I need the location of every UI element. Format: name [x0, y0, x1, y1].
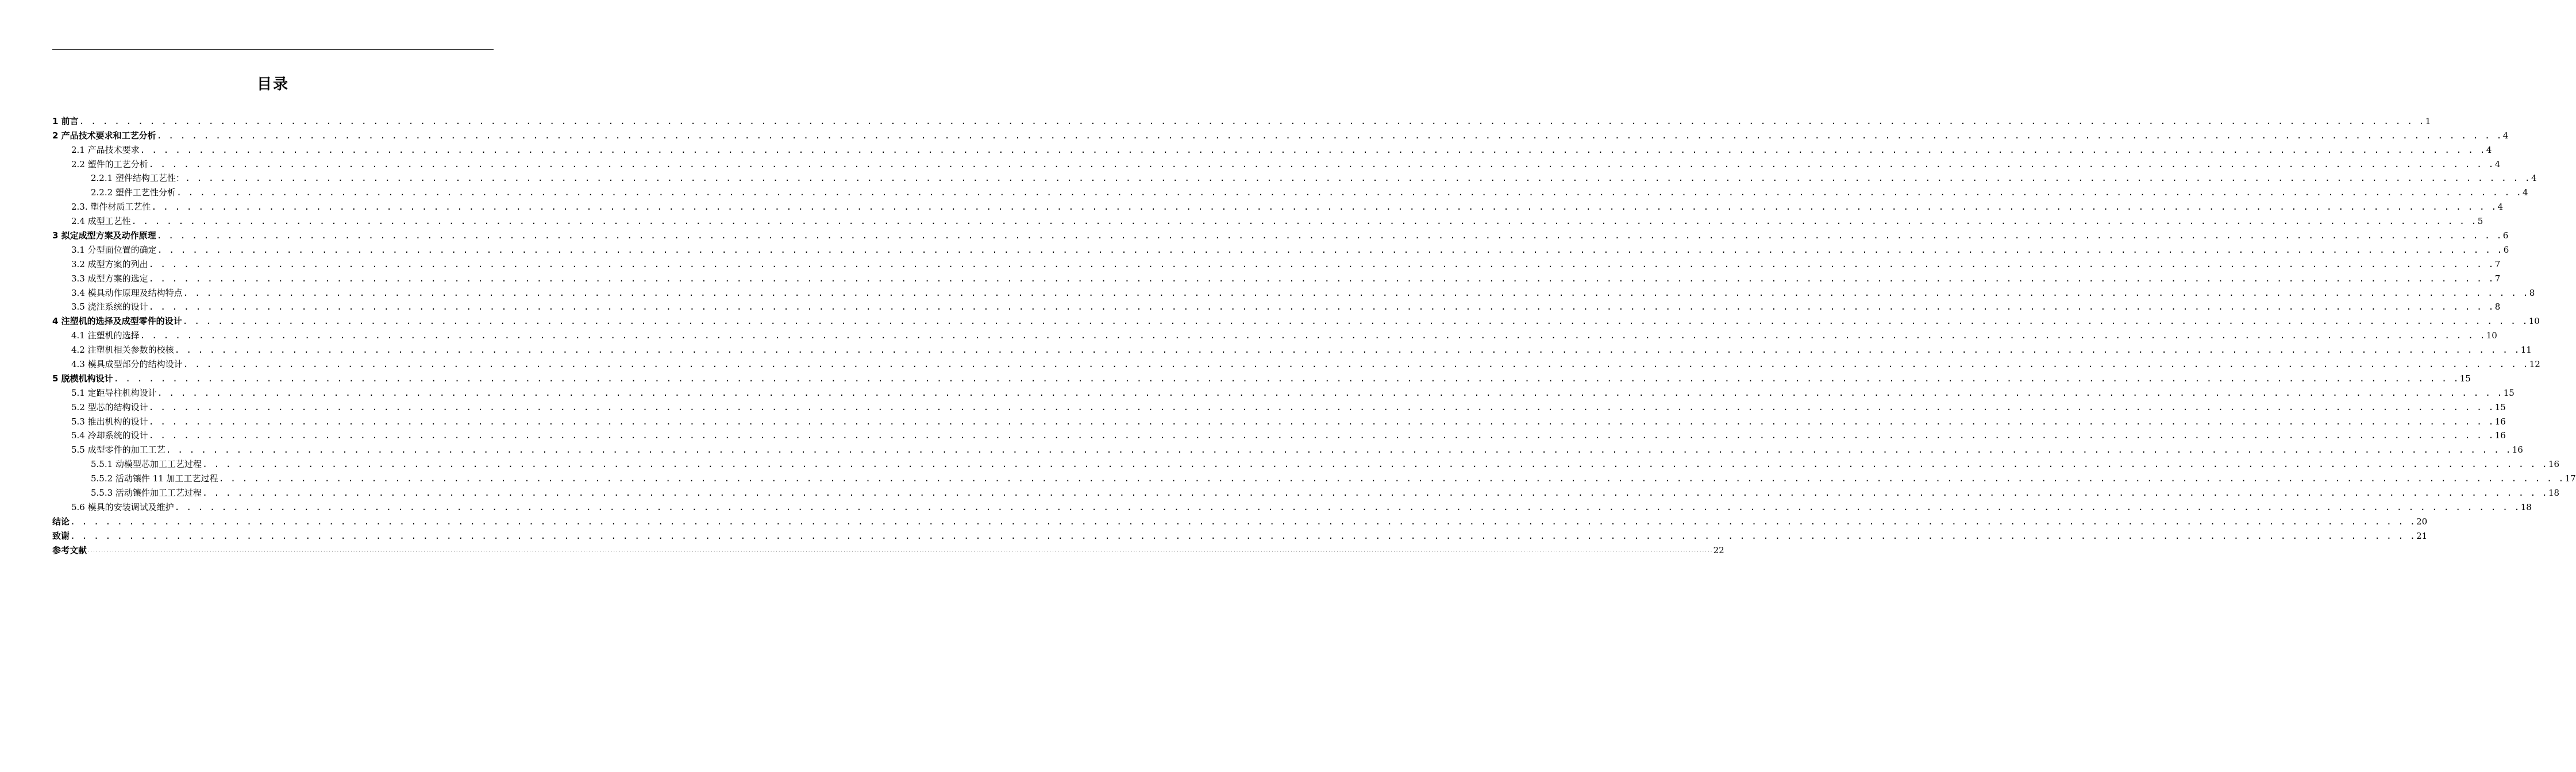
toc-entry-page: 15	[2459, 373, 2471, 384]
toc-entry-page: 16	[2548, 459, 2560, 470]
toc-entry-label: 3 拟定成型方案及动作原理	[52, 230, 156, 241]
toc-entry-label: 3.2 成型方案的列出	[71, 258, 148, 269]
toc-entry-label: 5.5.3 活动镶件加工工艺过程	[91, 488, 202, 499]
toc-entry-label: 2 产品技术要求和工艺分析	[52, 130, 156, 141]
dot-leader: . . . . . . . . . . . . . . . . . . . . . . . . . . . . . . . . . . . . . . . . . . . . . . . . . . . . . . . . . . . . . . . . . . . . . . . . . . . . . . . . . . . . . . . . . . . . . . . . . . . . . . . . . . . . . . . . . . . . . . . . . . . . . . . . . . . . . . . . . . . . . . . . . . . . . . . . . . . . . . . . . . . . . . . . . . . . . . . . . . . . . . . . . . . . . . . . . . . . . . . .	[202, 459, 2548, 470]
toc-entry[interactable]	[52, 270, 2501, 284]
toc-entry-page: 17	[2565, 473, 2576, 484]
toc-entry[interactable]	[52, 284, 2535, 299]
toc-entry-page: 4	[2497, 202, 2504, 213]
toc-entry[interactable]	[52, 227, 2509, 241]
dot-leader: . . . . . . . . . . . . . . . . . . . . . . . . . . . . . . . . . . . . . . . . . . . . . . . . . . . . . . . . . . . . . . . . . . . . . . . . . . . . . . . . . . . . . . . . . . . . . . . . . . . . . . . . . . . . . . . . . . . . . . . . . . . . . . . . . . . . . . . . . . . . . . . . . . . . . . . . . . . . . . . . . . . . . . . . . . . . . . . . . . . . . . . . . . . . . . . . . . . . . . . .	[183, 287, 2529, 298]
toc-entry-page: 18	[2520, 501, 2532, 512]
toc-entry-page: 16	[2494, 416, 2506, 427]
toc-entry-page: 4	[2531, 173, 2537, 184]
toc-entry-page: 7	[2494, 273, 2501, 284]
toc-entry[interactable]	[52, 113, 2431, 127]
toc-entry[interactable]	[52, 127, 2509, 141]
toc-entry-label: 3.5 浇注系统的设计	[71, 302, 148, 312]
toc-entry[interactable]	[52, 213, 2483, 227]
dot-leader: . . . . . . . . . . . . . . . . . . . . . . . . . . . . . . . . . . . . . . . . . . . . . . . . . . . . . . . . . . . . . . . . . . . . . . . . . . . . . . . . . . . . . . . . . . . . . . . . . . . . . . . . . . . . . . . . . . . . . . . . . . . . . . . . . . . . . . . . . . . . . . . . . . . . . . . . . . . . . . . . . . . . . . . . . . . . . . . . . . . . . . . . . . . . . . . . . . . . . . . .	[140, 144, 2486, 155]
dot-leader: . . . . . . . . . . . . . . . . . . . . . . . . . . . . . . . . . . . . . . . . . . . . . . . . . . . . . . . . . . . . . . . . . . . . . . . . . . . . . . . . . . . . . . . . . . . . . . . . . . . . . . . . . . . . . . . . . . . . . . . . . . . . . . . . . . . . . . . . . . . . . . . . . . . . . . . . . . . . . . . . . . . . . . . . . . . . . . . . . . . . . . . . . . . . . . . . . . . . . . . .	[174, 501, 2520, 512]
toc-entry[interactable]	[52, 513, 2428, 527]
page-title: 目录	[256, 76, 289, 93]
dot-leader: . . . . . . . . . . . . . . . . . . . . . . . . . . . . . . . . . . . . . . . . . . . . . . . . . . . . . . . . . . . . . . . . . . . . . . . . . . . . . . . . . . . . . . . . . . . . . . . . . . . . . . . . . . . . . . . . . . . . . . . . . . . . . . . . . . . . . . . . . . . . . . . . . . . . . . . . . . . . . . . . . . . . . . . . . . . . . . . . . . . . . . . . . . . . . . . . . . . . . . . .	[156, 230, 2502, 241]
toc-entry-page: 16	[2494, 430, 2506, 441]
toc-entry-label: 5.6 模具的安装调试及维护	[71, 501, 174, 512]
toc-entry-page: 12	[2529, 359, 2540, 370]
dot-leader: . . . . . . . . . . . . . . . . . . . . . . . . . . . . . . . . . . . . . . . . . . . . . . . . . . . . . . . . . . . . . . . . . . . . . . . . . . . . . . . . . . . . . . . . . . . . . . . . . . . . . . . . . . . . . . . . . . . . . . . . . . . . . . . . . . . . . . . . . . . . . . . . . . . . . . . . . . . . . . . . . . . . . . . . . . . . . . . . . . . . . . . . . . . . . . . . . . . . . . . .	[148, 159, 2494, 169]
toc-entry-label: 2.3. 塑件材质工艺性	[71, 202, 151, 213]
dot-leader: . . . . . . . . . . . . . . . . . . . . . . . . . . . . . . . . . . . . . . . . . . . . . . . . . . . . . . . . . . . . . . . . . . . . . . . . . . . . . . . . . . . . . . . . . . . . . . . . . . . . . . . . . . . . . . . . . . . . . . . . . . . . . . . . . . . . . . . . . . . . . . . . . . . . . . . . . . . . . . . . . . . . . . . . . . . . . . . . . . . . . . . . . . . . . . . . . . . . . . . .	[148, 302, 2494, 312]
toc-entry-page: 15	[2494, 402, 2506, 412]
dot-leader: . . . . . . . . . . . . . . . . . . . . . . . . . . . . . . . . . . . . . . . . . . . . . . . . . . . . . . . . . . . . . . . . . . . . . . . . . . . . . . . . . . . . . . . . . . . . . . . . . . . . . . . . . . . . . . . . . . . . . . . . . . . . . . . . . . . . . . . . . . . . . . . . . . . . . . . . . . . . . . . . . . . . . . . . . . . . . . . . . . . . . . . . . . . . . . . . . . . . . . . .	[131, 216, 2477, 227]
toc-entry-page: 5	[2477, 216, 2483, 227]
toc-entry[interactable]	[52, 413, 2506, 427]
dot-leader: . . . . . . . . . . . . . . . . . . . . . . . . . . . . . . . . . . . . . . . . . . . . . . . . . . . . . . . . . . . . . . . . . . . . . . . . . . . . . . . . . . . . . . . . . . . . . . . . . . . . . . . . . . . . . . . . . . . . . . . . . . . . . . . . . . . . . . . . . . . . . . . . . . . . . . . . . . . . . . . . . . . . . . . . . . . . . . . . . . . . . . . . . . . . . . . . . . . . . . . .	[148, 430, 2494, 441]
toc-entry[interactable]	[52, 141, 2492, 156]
toc-entry-label: 5.5.1 动模型芯加工工艺过程	[91, 459, 202, 470]
toc-entry[interactable]	[52, 499, 2532, 513]
toc-entry-label: 致谢	[52, 530, 70, 541]
toc-entry[interactable]	[52, 356, 2540, 370]
toc-entry-label: 5.4 冷却系统的设计	[71, 430, 148, 441]
toc-entry-label: 2.4 成型工艺性	[71, 216, 131, 227]
dot-leader: . . . . . . . . . . . . . . . . . . . . . . . . . . . . . . . . . . . . . . . . . . . . . . . . . . . . . . . . . . . . . . . . . . . . . . . . . . . . . . . . . . . . . . . . . . . . . . . . . . . . . . . . . . . . . . . . . . . . . . . . . . . . . . . . . . . . . . . . . . . . . . . . . . . . . . . . . . . . . . . . . . . . . . . . . . . . . . . . . . . . . . . . . . . . . . . . . . . . . . . .	[148, 402, 2494, 412]
toc-entry-label: 5.1 定距导柱机构设计	[71, 387, 157, 398]
toc-entry-label: 参考文献	[52, 545, 87, 555]
dot-leader: . . . . . . . . . . . . . . . . . . . . . . . . . . . . . . . . . . . . . . . . . . . . . . . . . . . . . . . . . . . . . . . . . . . . . . . . . . . . . . . . . . . . . . . . . . . . . . . . . . . . . . . . . . . . . . . . . . . . . . . . . . . . . . . . . . . . . . . . . . . . . . . . . . . . . . . . . . . . . . . . . . . . . . . . . . . . . . . . . . . . . . . . . . . . . . . . . . . . . . . .	[148, 416, 2494, 427]
toc-entry-page: 7	[2494, 258, 2501, 269]
toc-entry[interactable]	[52, 241, 2509, 256]
dot-leader: . . . . . . . . . . . . . . . . . . . . . . . . . . . . . . . . . . . . . . . . . . . . . . . . . . . . . . . . . . . . . . . . . . . . . . . . . . . . . . . . . . . . . . . . . . . . . . . . . . . . . . . . . . . . . . . . . . . . . . . . . . . . . . . . . . . . . . . . . . . . . . . . . . . . . . . . . . . . . . . . . . . . . . . . . . . . . . . . . . . . . . . . . . . . . . . . . . . . . . . .	[174, 345, 2520, 356]
toc-entry-label: 5.3 推出机构的设计	[71, 416, 148, 427]
toc-entry[interactable]	[52, 299, 2501, 313]
toc-entry[interactable]	[52, 256, 2501, 270]
toc-entry-label: 结论	[52, 516, 70, 527]
dot-leader: . . . . . . . . . . . . . . . . . . . . . . . . . . . . . . . . . . . . . . . . . . . . . . . . . . . . . . . . . . . . . . . . . . . . . . . . . . . . . . . . . . . . . . . . . . . . . . . . . . . . . . . . . . . . . . . . . . . . . . . . . . . . . . . . . . . . . . . . . . . . . . . . . . . . . . . . . . . . . . . . . . . . . . . . . . . . . . . . . . . . . . . . . . . . . . . . . . . . . . . .	[176, 187, 2523, 198]
toc-entry-label: 3.4 模具动作原理及结构特点	[71, 287, 183, 298]
toc-entry-label: 2.2 塑件的工艺分析	[71, 159, 148, 169]
toc-entry-label: 3.1 分型面位置的确定	[71, 244, 157, 255]
toc-entry-page: 8	[2494, 302, 2501, 312]
toc-entry-page: 11	[2520, 345, 2532, 356]
dot-leader: . . . . . . . . . . . . . . . . . . . . . . . . . . . . . . . . . . . . . . . . . . . . . . . . . . . . . . . . . . . . . . . . . . . . . . . . . . . . . . . . . . . . . . . . . . . . . . . . . . . . . . . . . . . . . . . . . . . . . . . . . . . . . . . . . . . . . . . . . . . . . . . . . . . . . . . . . . . . . . . . . . . . . . . . . . . . . . . . . . . . . . . . . . . . . . . . . . . . . . . .	[140, 330, 2486, 341]
toc-entry-label: 2.2.1 塑件结构工艺性：	[91, 173, 184, 184]
header-rule	[52, 49, 494, 50]
toc-entry-label: 5.2 型芯的结构设计	[71, 402, 148, 412]
toc-entry-page: 1	[2425, 115, 2431, 126]
toc-entry[interactable]	[52, 156, 2501, 170]
dot-leader: . . . . . . . . . . . . . . . . . . . . . . . . . . . . . . . . . . . . . . . . . . . . . . . . . . . . . . . . . . . . . . . . . . . . . . . . . . . . . . . . . . . . . . . . . . . . . . . . . . . . . . . . . . . . . . . . . . . . . . . . . . . . . . . . . . . . . . . . . . . . . . . . . . . . . . . . . . . . . . . . . . . . . . . . . . . . . . . . . . . . . . . . . . . . . . . . . . . . . . . .	[70, 516, 2416, 527]
dot-leader: . . . . . . . . . . . . . . . . . . . . . . . . . . . . . . . . . . . . . . . . . . . . . . . . . . . . . . . . . . . . . . . . . . . . . . . . . . . . . . . . . . . . . . . . . . . . . . . . . . . . . . . . . . . . . . . . . . . . . . . . . . . . . . . . . . . . . . . . . . . . . . . . . . . . . . . . . . . . . . . . . . . . . . . . . . . . . . . . . . . . . . . . . . . . . . . . . . . . . . . .	[148, 258, 2494, 269]
toc-entry-page: 8	[2529, 287, 2535, 298]
toc-entry[interactable]	[52, 341, 2532, 356]
dot-leader: . . . . . . . . . . . . . . . . . . . . . . . . . . . . . . . . . . . . . . . . . . . . . . . . . . . . . . . . . . . . . . . . . . . . . . . . . . . . . . . . . . . . . . . . . . . . . . . . . . . . . . . . . . . . . . . . . . . . . . . . . . . . . . . . . . . . . . . . . . . . . . . . . . . . . . . . . . . . . . . . . . . . . . . . . . . . . . . . . . . . . . . . . . . . . . . . . . . . . . . .	[70, 530, 2416, 541]
toc-entry-page: 21	[2416, 530, 2428, 541]
dot-leader: . . . . . . . . . . . . . . . . . . . . . . . . . . . . . . . . . . . . . . . . . . . . . . . . . . . . . . . . . . . . . . . . . . . . . . . . . . . . . . . . . . . . . . . . . . . . . . . . . . . . . . . . . . . . . . . . . . . . . . . . . . . . . . . . . . . . . . . . . . . . . . . . . . . . . . . . . . . . . . . . . . . . . . . . . . . . . . . . . . . . . . . . . . . . . . . . . . . . . . . .	[151, 202, 2497, 213]
toc-entry-page: 6	[2502, 230, 2509, 241]
dot-leader: . . . . . . . . . . . . . . . . . . . . . . . . . . . . . . . . . . . . . . . . . . . . . . . . . . . . . . . . . . . . . . . . . . . . . . . . . . . . . . . . . . . . . . . . . . . . . . . . . . . . . . . . . . . . . . . . . . . . . . . . . . . . . . . . . . . . . . . . . . . . . . . . . . . . . . . . . . . . . . . . . . . . . . . . . . . . . . . . . . . . . . . . . . . . . . . . . . . . . . . .	[218, 473, 2565, 484]
toc-entry-page: 18	[2548, 488, 2560, 499]
toc-entry[interactable]	[52, 170, 2537, 184]
dot-leader: . . . . . . . . . . . . . . . . . . . . . . . . . . . . . . . . . . . . . . . . . . . . . . . . . . . . . . . . . . . . . . . . . . . . . . . . . . . . . . . . . . . . . . . . . . . . . . . . . . . . . . . . . . . . . . . . . . . . . . . . . . . . . . . . . . . . . . . . . . . . . . . . . . . . . . . . . . . . . . . . . . . . . . . . . . . . . . . . . . . . . . . . . . . . . . . . . . . . . . . .	[183, 359, 2529, 370]
toc-entry-page: 10	[2528, 316, 2540, 327]
toc-entry-label: 3.3 成型方案的选定	[71, 273, 148, 284]
dot-leader: . . . . . . . . . . . . . . . . . . . . . . . . . . . . . . . . . . . . . . . . . . . . . . . . . . . . . . . . . . . . . . . . . . . . . . . . . . . . . . . . . . . . . . . . . . . . . . . . . . . . . . . . . . . . . . . . . . . . . . . . . . . . . . . . . . . . . . . . . . . . . . . . . . . . . . . . . . . . . . . . . . . . . . . . . . . . . . . . . . . . . . . . . . . . . . . . . . . . . . . .	[148, 273, 2494, 284]
toc-entry[interactable]	[52, 427, 2506, 442]
toc-entry[interactable]	[52, 312, 2540, 327]
toc-entry[interactable]	[52, 384, 2515, 399]
toc-entry-page: 6	[2503, 244, 2509, 255]
toc-entry-label: 4 注塑机的选择及成型零件的设计	[52, 316, 182, 327]
dot-leader: . . . . . . . . . . . . . . . . . . . . . . . . . . . . . . . . . . . . . . . . . . . . . . . . . . . . . . . . . . . . . . . . . . . . . . . . . . . . . . . . . . . . . . . . . . . . . . . . . . . . . . . . . . . . . . . . . . . . . . . . . . . . . . . . . . . . . . . . . . . . . . . . . . . . . . . . . . . . . . . . . . . . . . . . . . . . . . . . . . . . . . . . . . . . . . . . . . . . . . . .	[113, 373, 2459, 384]
dot-leader: . . . . . . . . . . . . . . . . . . . . . . . . . . . . . . . . . . . . . . . . . . . . . . . . . . . . . . . . . . . . . . . . . . . . . . . . . . . . . . . . . . . . . . . . . . . . . . . . . . . . . . . . . . . . . . . . . . . . . . . . . . . . . . . . . . . . . . . . . . . . . . . . . . . . . . . . . . . . . . . . . . . . . . . . . . . . . . . . . . . . . . . . . . . . . . . . . . . . . . . .	[157, 244, 2503, 255]
toc-entry-label: 2.1 产品技术要求	[71, 144, 140, 155]
toc-entry[interactable]	[52, 370, 2471, 384]
dot-leader: . . . . . . . . . . . . . . . . . . . . . . . . . . . . . . . . . . . . . . . . . . . . . . . . . . . . . . . . . . . . . . . . . . . . . . . . . . . . . . . . . . . . . . . . . . . . . . . . . . . . . . . . . . . . . . . . . . . . . . . . . . . . . . . . . . . . . . . . . . . . . . . . . . . . . . . . . . . . . . . . . . . . . . . . . . . . . . . . . . . . . . . . . . . . . . . . . . . . . . . .	[184, 173, 2531, 184]
toc-entry[interactable]	[52, 198, 2504, 213]
toc-entry-label: 4.3 模具成型部分的结构设计	[71, 359, 183, 370]
toc-entry-label: 4.1 注塑机的选择	[71, 330, 140, 341]
toc-entry[interactable]	[52, 441, 2523, 456]
toc-entry[interactable]	[52, 484, 2560, 499]
toc-entry-label: 5.5.2 活动镶件 11 加工工艺过程	[91, 473, 218, 484]
toc-entry-page: 22	[1713, 545, 1724, 555]
toc-entry-label: 2.2.2 塑件工艺性分析	[91, 187, 176, 198]
dot-leader: . . . . . . . . . . . . . . . . . . . . . . . . . . . . . . . . . . . . . . . . . . . . . . . . . . . . . . . . . . . . . . . . . . . . . . . . . . . . . . . . . . . . . . . . . . . . . . . . . . . . . . . . . . . . . . . . . . . . . . . . . . . . . . . . . . . . . . . . . . . . . . . . . . . . . . . . . . . . . . . . . . . . . . . . . . . . . . . . . . . . . . . . . . . . . . . . . . . . . . . .	[165, 445, 2512, 456]
toc-entry-page: 20	[2416, 516, 2428, 527]
toc-entry[interactable]	[52, 327, 2497, 341]
toc-entry[interactable]	[52, 542, 1724, 556]
toc-entry-page: 4	[2494, 159, 2501, 169]
toc-entry[interactable]	[52, 470, 2576, 484]
toc-entry[interactable]	[52, 456, 2560, 470]
toc-entry-label: 4.2 注塑机相关参数的校核	[71, 345, 174, 356]
table-of-contents	[52, 113, 2576, 556]
dot-leader: ........................................................................................................................................................................................................................................................................................................................................................................................................................................................................................................................................................................................................................	[87, 547, 1713, 553]
toc-entry[interactable]	[52, 184, 2528, 198]
toc-entry-page: 16	[2512, 445, 2523, 456]
dot-leader: . . . . . . . . . . . . . . . . . . . . . . . . . . . . . . . . . . . . . . . . . . . . . . . . . . . . . . . . . . . . . . . . . . . . . . . . . . . . . . . . . . . . . . . . . . . . . . . . . . . . . . . . . . . . . . . . . . . . . . . . . . . . . . . . . . . . . . . . . . . . . . . . . . . . . . . . . . . . . . . . . . . . . . . . . . . . . . . . . . . . . . . . . . . . . . . . . . . . . . . .	[182, 316, 2528, 327]
toc-entry[interactable]	[52, 527, 2428, 542]
toc-entry-page: 10	[2486, 330, 2497, 341]
dot-leader: . . . . . . . . . . . . . . . . . . . . . . . . . . . . . . . . . . . . . . . . . . . . . . . . . . . . . . . . . . . . . . . . . . . . . . . . . . . . . . . . . . . . . . . . . . . . . . . . . . . . . . . . . . . . . . . . . . . . . . . . . . . . . . . . . . . . . . . . . . . . . . . . . . . . . . . . . . . . . . . . . . . . . . . . . . . . . . . . . . . . . . . . . . . . . . . . . . . . . . . .	[156, 130, 2502, 141]
toc-entry-label: 1 前言	[52, 115, 79, 126]
toc-entry-page: 4	[2502, 130, 2509, 141]
toc-entry-page: 4	[2486, 144, 2492, 155]
toc-entry-label: 5.5 成型零件的加工工艺	[71, 445, 165, 456]
toc-entry-page: 4	[2523, 187, 2528, 198]
dot-leader: . . . . . . . . . . . . . . . . . . . . . . . . . . . . . . . . . . . . . . . . . . . . . . . . . . . . . . . . . . . . . . . . . . . . . . . . . . . . . . . . . . . . . . . . . . . . . . . . . . . . . . . . . . . . . . . . . . . . . . . . . . . . . . . . . . . . . . . . . . . . . . . . . . . . . . . . . . . . . . . . . . . . . . . . . . . . . . . . . . . . . . . . . . . . . . . . . . . . . . . .	[202, 488, 2548, 499]
dot-leader: . . . . . . . . . . . . . . . . . . . . . . . . . . . . . . . . . . . . . . . . . . . . . . . . . . . . . . . . . . . . . . . . . . . . . . . . . . . . . . . . . . . . . . . . . . . . . . . . . . . . . . . . . . . . . . . . . . . . . . . . . . . . . . . . . . . . . . . . . . . . . . . . . . . . . . . . . . . . . . . . . . . . . . . . . . . . . . . . . . . . . . . . . . . . . . . . . . . . . . . .	[157, 387, 2503, 398]
toc-entry[interactable]	[52, 399, 2506, 413]
toc-entry-page: 15	[2503, 387, 2515, 398]
dot-leader: . . . . . . . . . . . . . . . . . . . . . . . . . . . . . . . . . . . . . . . . . . . . . . . . . . . . . . . . . . . . . . . . . . . . . . . . . . . . . . . . . . . . . . . . . . . . . . . . . . . . . . . . . . . . . . . . . . . . . . . . . . . . . . . . . . . . . . . . . . . . . . . . . . . . . . . . . . . . . . . . . . . . . . . . . . . . . . . . . . . . . . . . . . . . . . . . . . . . . . . .	[79, 115, 2425, 126]
toc-entry-label: 5 脱模机构设计	[52, 373, 113, 384]
